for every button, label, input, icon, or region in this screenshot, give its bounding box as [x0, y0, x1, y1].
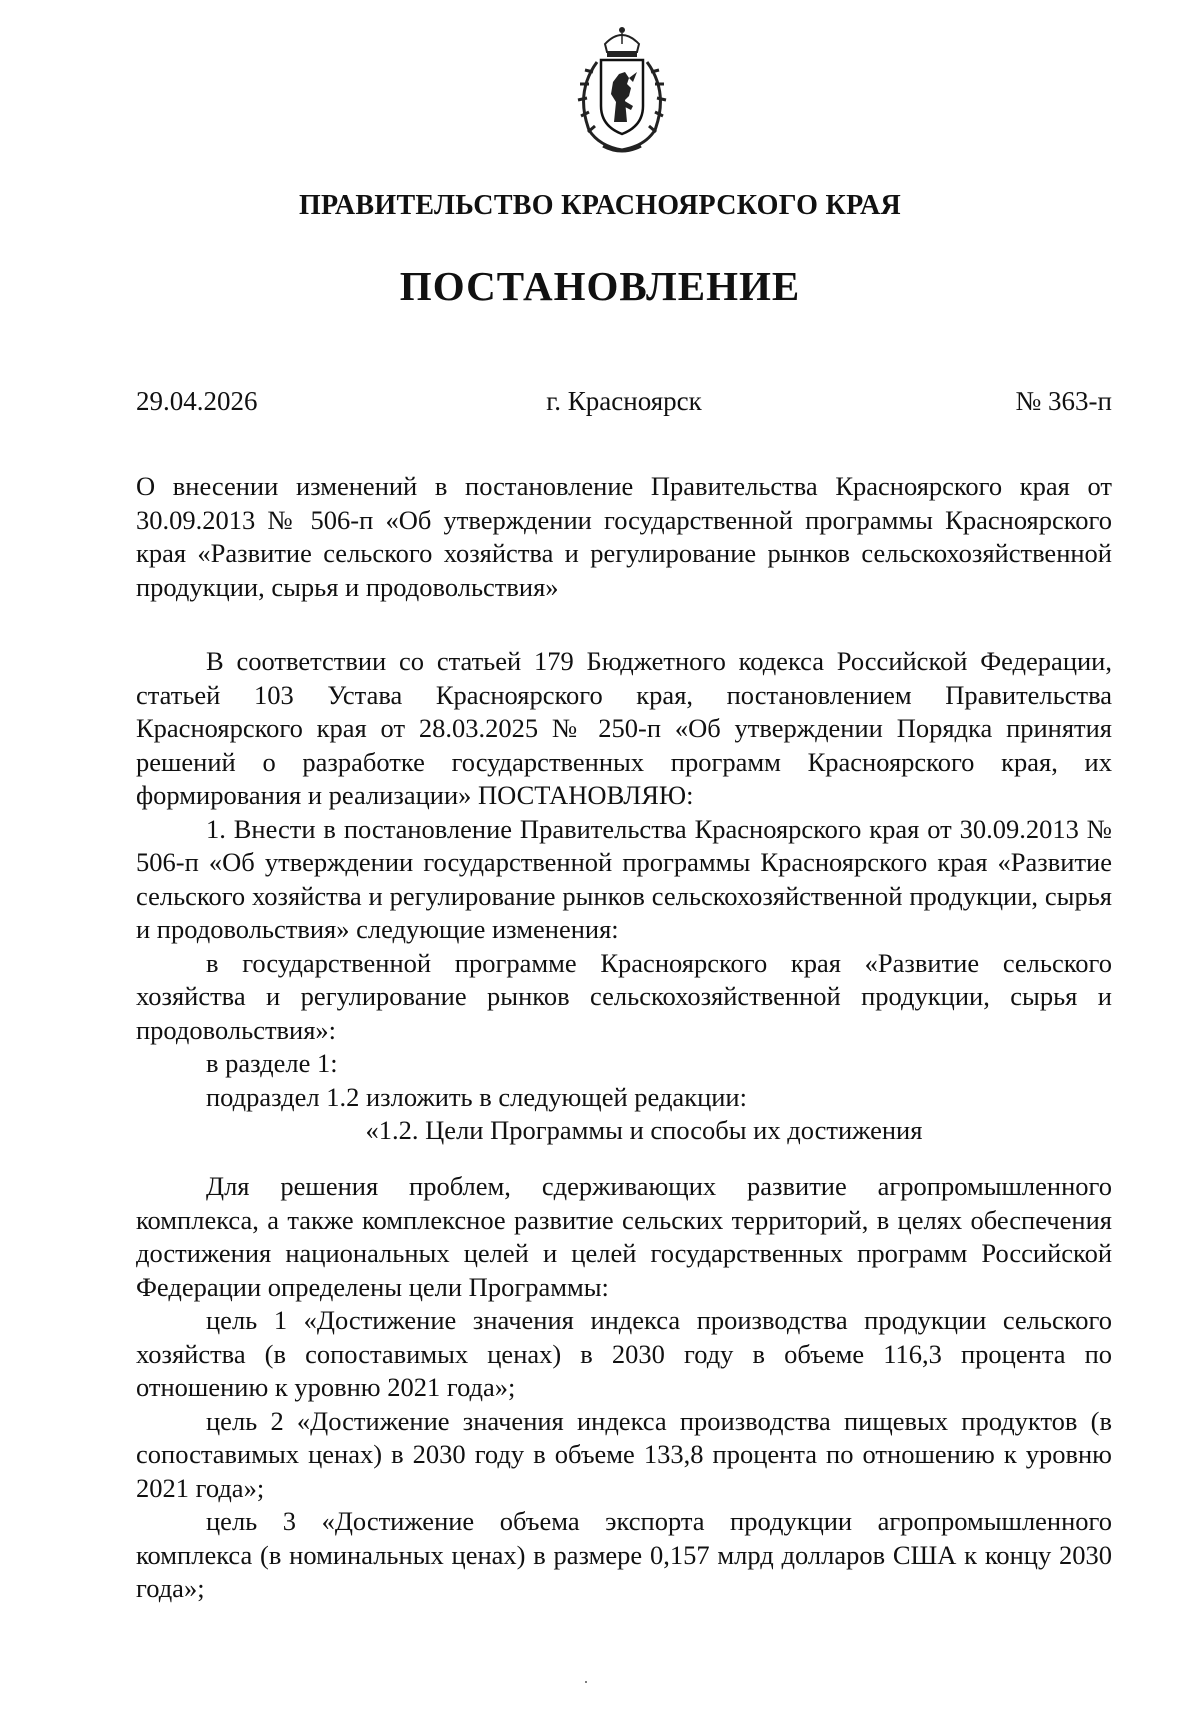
subsection-reference: подраздел 1.2 изложить в следующей редакции: [206, 1081, 747, 1112]
preamble-paragraph: В соответствии со статьей 179 Бюджетного кодекса Российской Федерации, статьей 103 Устава Красноярского края, постановлением Правительства Красноярского края от 28.03.2025 № 250-п «Об утверждении Порядка принятия решений о разработке государственных программ Красноярского края, их формирования и реализации» ПОСТАНОВЛЯЮ: [136, 646, 1112, 810]
government-title: ПРАВИТЕЛЬСТВО КРАСНОЯРСКОГО КРАЯ [298, 190, 902, 221]
goal-1-paragraph: цель 1 «Достижение значения индекса производства продукции сельского хозяйства (в сопоставимых ценах) в 2030 году в объеме 116,3 процента по отношению к уровню 2021 года»; [136, 1305, 1112, 1402]
document-date: 29.04.2026 [136, 386, 258, 416]
item-1-program-paragraph: в государственной программе Красноярского края «Развитие сельского хозяйства и регулирование рынков сельскохозяйственной продукции, сырья и продовольствия»: [136, 947, 1112, 1045]
document-number: № 363-п [1015, 386, 1112, 416]
document-type-title: ПОСТАНОВЛЕНИЕ [399, 263, 801, 309]
document-body-goals [136, 1170, 1112, 1606]
document-city: г. Красноярск [546, 386, 702, 416]
scan-artifact-dot [585, 1681, 587, 1683]
subsection-title: «1.2. Цели Программы и способы их достижения [365, 1115, 923, 1145]
document-subject [136, 470, 1112, 604]
section-reference: в разделе 1: [206, 1048, 338, 1078]
krasnoyarsk-coat-of-arms-icon [567, 22, 677, 156]
item-1-paragraph: 1. Внести в постановление Правительства Красноярского края от 30.09.2013 № 506-п «Об утверждении государственной программы Красноярского края «Развитие сельского хозяйства и регулирование рынков сельскохозяйственной продукции, сырья и продовольствия» следующие изменения: [136, 813, 1112, 944]
goal-2-paragraph: цель 2 «Достижение значения индекса производства пищевых продуктов (в сопоставимых ценах) в 2030 году в объеме 133,8 процента по отношению к уровню 2021 года»; [136, 1405, 1112, 1503]
goals-intro-paragraph: Для решения проблем, сдерживающих развитие агропромышленного комплекса, а также комплексное развитие сельских территорий, в целях обеспечения достижения национальных целей и целей государственных программ Российской Федерации определены цели Программы: [136, 1171, 1112, 1302]
goal-3-paragraph: цель 3 «Достижение объема экспорта продукции агропромышленного комплекса (в номинальных ценах) в размере 0,157 млрд долларов США к концу 2030 года»; [136, 1506, 1112, 1603]
subject-text: О внесении изменений в постановление Правительства Красноярского края от 30.09.2013 № 506-п «Об утверждении государственной программы Красноярского края «Развитие сельского хозяйства и регулирование рынков сельскохозяйственной продукции, сырья и продовольствия» [136, 471, 1112, 602]
document-meta-row [136, 386, 1112, 420]
document-body-main [136, 645, 1112, 1148]
